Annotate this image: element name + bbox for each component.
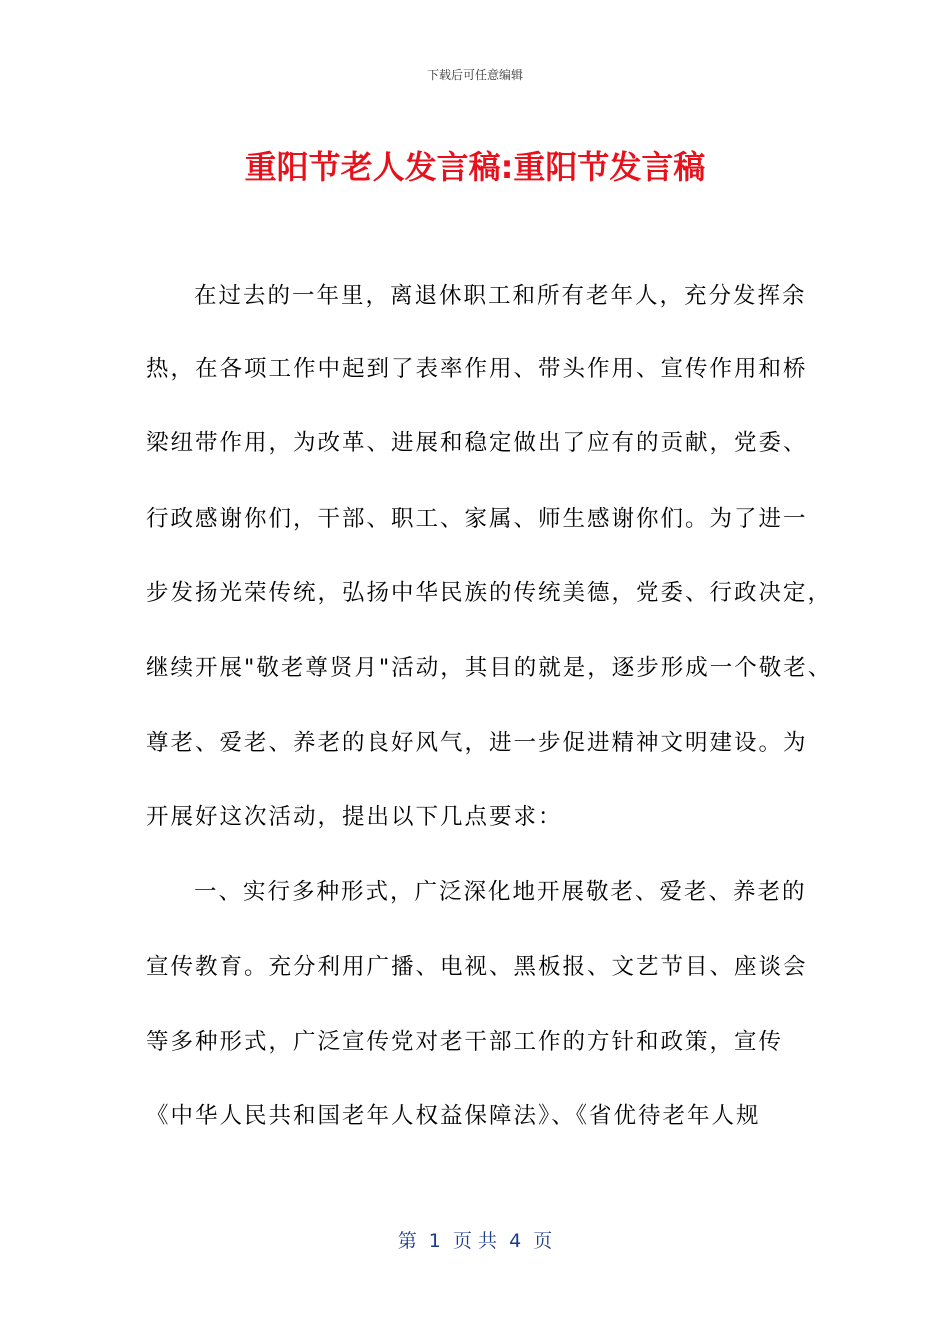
document-title: 重阳节老人发言稿:重阳节发言稿 bbox=[244, 148, 706, 186]
paragraph-1-line-3: 梁纽带作用，为改革、进展和稳定做出了应有的贡献，党委、 bbox=[146, 430, 808, 456]
paragraph-2-line-1: 一、实行多种形式，广泛深化地开展敬老、爱老、养老的 bbox=[194, 879, 807, 905]
paragraph-2-line-2: 宣传教育。充分利用广播、电视、黑板报、文艺节目、座谈会 bbox=[146, 954, 808, 980]
paragraph-1-line-6: 继续开展"敬老尊贤月"活动，其目的就是，逐步形成一个敬老、 bbox=[146, 655, 833, 681]
paragraph-1-line-7: 尊老、爱老、养老的良好风气，进一步促进精神文明建设。为 bbox=[146, 730, 808, 756]
paragraph-1-line-8: 开展好这次活动，提出以下几点要求： bbox=[146, 804, 563, 830]
paragraph-2-line-3: 等多种形式，广泛宣传党对老干部工作的方针和政策，宣传 bbox=[146, 1029, 784, 1055]
paragraph-1-line-1: 在过去的一年里，离退休职工和所有老年人，充分发挥余 bbox=[194, 283, 807, 309]
paragraph-2-line-4: 《中华人民共和国老年人权益保障法》、《省优待老年人规 bbox=[146, 1103, 761, 1129]
paragraph-1-line-4: 行政感谢你们，干部、职工、家属、师生感谢你们。为了进一 bbox=[146, 506, 808, 532]
paragraph-1-line-2: 热，在各项工作中起到了表率作用、带头作用、宣传作用和桥 bbox=[146, 356, 808, 382]
page-number-footer: 第 1 页 共 4 页 bbox=[397, 1230, 553, 1252]
page-header-note: 下载后可任意编辑 bbox=[426, 68, 523, 82]
paragraph-1-line-5: 步发扬光荣传统，弘扬中华民族的传统美德，党委、行政决定， bbox=[146, 580, 833, 606]
